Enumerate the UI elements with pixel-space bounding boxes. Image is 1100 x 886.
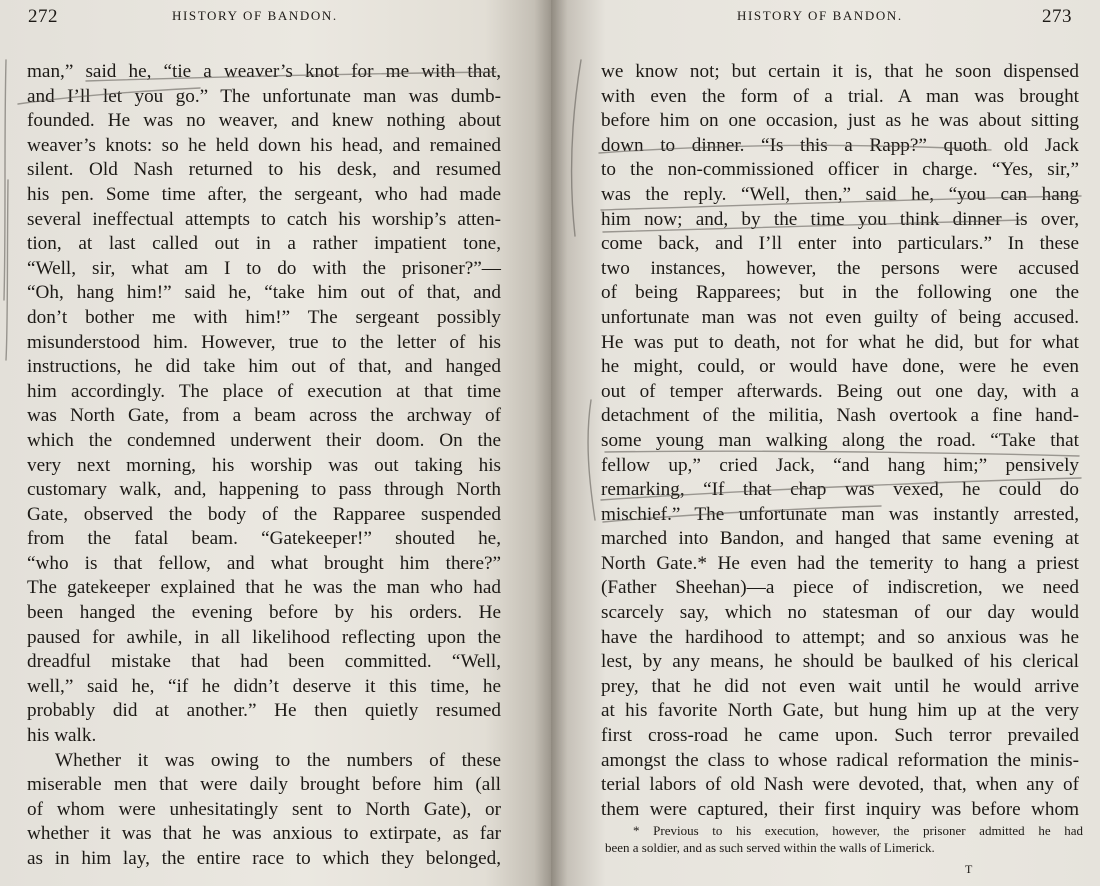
text-line: amongst the class to whose radical reformation the minis-	[601, 749, 1079, 771]
text-line: them were captured, their first inquiry was before whom	[601, 798, 1079, 820]
text-line: some young man walking along the road. “Take that	[601, 429, 1079, 451]
body-text	[601, 60, 1079, 822]
text-line: well,” said he, “if he didn’t deserve it this time, he	[27, 675, 501, 697]
text-line: marched into Bandon, and hanged that same evening at	[601, 528, 1079, 550]
text-line: whether it was that he was anxious to extirpate, as far	[27, 823, 501, 845]
text-line: first cross-road he came upon. Such terror prevailed	[601, 725, 1079, 747]
text-line: Whether it was owing to the numbers of these	[55, 749, 501, 771]
footnote-line: been a soldier, and as such served within the walls of Limerick.	[605, 840, 935, 855]
text-line: He was put to death, not for what he did, but for what	[601, 331, 1079, 353]
text-line: was the reply. “Well, then,” said he, “you can hang	[601, 183, 1079, 205]
text-line: remarking, “If that chap was vexed, he could do	[601, 479, 1079, 501]
footnote	[605, 822, 1083, 856]
text-line: out of temper afterwards. Being out one day, with a	[601, 380, 1079, 402]
text-line: probably did at another.” He then quietly resumed	[27, 700, 501, 722]
text-line: lest, by any means, he should be baulked of his clerical	[601, 651, 1079, 673]
text-line: him now; and, by the time you think dinner is over,	[601, 208, 1079, 230]
text-line: before him on one occasion, just as he was about sitting	[601, 110, 1079, 132]
text-line: very next morning, his worship was out taking his	[27, 454, 501, 476]
page-number: 272	[28, 6, 58, 27]
text-line: instructions, he did take him out of that, and hanged	[27, 356, 501, 378]
text-line: paused for awhile, in all likelihood reflecting upon the	[27, 626, 501, 648]
text-line: weaver’s knots: so he held down his head, and remained	[27, 134, 501, 156]
text-line: we know not; but certain it is, that he soon dispensed	[601, 61, 1079, 82]
text-line: man,” said he, “tie a weaver’s knot for me with that,	[27, 61, 501, 82]
text-line: unfortunate man was not even guilty of being accused.	[601, 306, 1079, 328]
right-page	[551, 0, 1100, 886]
text-line: detachment of the militia, Nash overtook a fine hand-	[601, 405, 1079, 427]
text-line: him accordingly. The place of execution at that time	[27, 380, 501, 402]
text-line: The gatekeeper explained that he was the man who had	[27, 577, 501, 599]
text-line: silent. Old Nash returned to his desk, and resumed	[27, 159, 501, 181]
text-line: at his favorite North Gate, but hung him up at the very	[601, 700, 1079, 722]
text-line: customary walk, and, happening to pass through North	[27, 479, 501, 501]
text-line: “Oh, hang him!” said he, “take him out of that, and	[27, 282, 501, 304]
text-line: tion, at last called out in a rather impatient tone,	[27, 233, 501, 255]
text-line: scarcely say, which no statesman of our day would	[601, 602, 1079, 624]
text-line: prey, that he did not even wait until he would arrive	[601, 675, 1079, 697]
text-line: come back, and I’ll enter into particulars.” In these	[601, 233, 1079, 255]
text-line: two instances, however, the persons were accused	[601, 257, 1079, 279]
text-line: as in him lay, the entire race to which they belonged,	[27, 848, 501, 869]
text-line: miserable men that were daily brought before him (all	[27, 774, 501, 796]
footnote-line: * Previous to his execution, however, the prisoner admitted he had	[633, 823, 1083, 838]
text-line: of whom were unhesitatingly sent to North Gate), or	[27, 798, 501, 820]
text-line: Gate, observed the body of the Rapparee suspended	[27, 503, 501, 525]
text-line: terial labors of old Nash were devoted, that, when any of	[601, 774, 1079, 796]
text-line: founded. He was no weaver, and knew nothing about	[27, 110, 501, 132]
page-number: 273	[1042, 6, 1072, 27]
text-line: was North Gate, from a beam across the archway of	[27, 405, 501, 427]
signature-mark: T	[965, 862, 974, 876]
text-line: to the non-commissioned officer in charge. “Yes, sir,”	[601, 159, 1079, 181]
text-line: fellow up,” cried Jack, “and hang him;” pensively	[601, 454, 1079, 476]
text-line: don’t bother me with him!” The sergeant possibly	[27, 306, 501, 328]
text-line: from the fatal beam. “Gatekeeper!” shouted he,	[27, 528, 501, 550]
text-line: with even the form of a trial. A man was brought	[601, 85, 1079, 107]
text-line: “who is that fellow, and what brought him there?”	[27, 552, 501, 574]
text-line: been hanged the evening before by his orders. He	[27, 602, 501, 624]
text-line: and I’ll let you go.” The unfortunate man was dumb-	[27, 85, 501, 107]
text-line: several ineffectual attempts to catch his worship’s atten-	[27, 208, 501, 230]
running-header: HISTORY OF BANDON.	[737, 8, 903, 23]
text-line: misunderstood him. However, true to the letter of his	[27, 331, 501, 353]
text-line: which the condemned underwent their doom. On the	[27, 429, 501, 451]
text-line: “Well, sir, what am I to do with the prisoner?”—	[27, 257, 501, 279]
text-line: (Father Sheehan)—a piece of indiscretion, we need	[601, 577, 1079, 599]
text-line: dreadful mistake that had been committed. “Well,	[27, 651, 501, 673]
text-line: his walk.	[27, 725, 97, 747]
text-line: of being Rapparees; but in the following one the	[601, 282, 1079, 304]
text-line: mischief.” The unfortunate man was instantly arrested,	[601, 503, 1079, 525]
text-line: his pen. Some time after, the sergeant, who had made	[27, 183, 501, 205]
text-line: have the hardihood to attempt; and so anxious was he	[601, 626, 1079, 648]
text-line: down to dinner. “Is this a Rapp?” quoth old Jack	[601, 134, 1079, 156]
text-line: he might, could, or would have done, were he even	[601, 356, 1079, 378]
body-text	[27, 60, 501, 872]
running-header: HISTORY OF BANDON.	[172, 8, 338, 23]
text-line: North Gate.* He even had the temerity to hang a priest	[601, 552, 1079, 574]
